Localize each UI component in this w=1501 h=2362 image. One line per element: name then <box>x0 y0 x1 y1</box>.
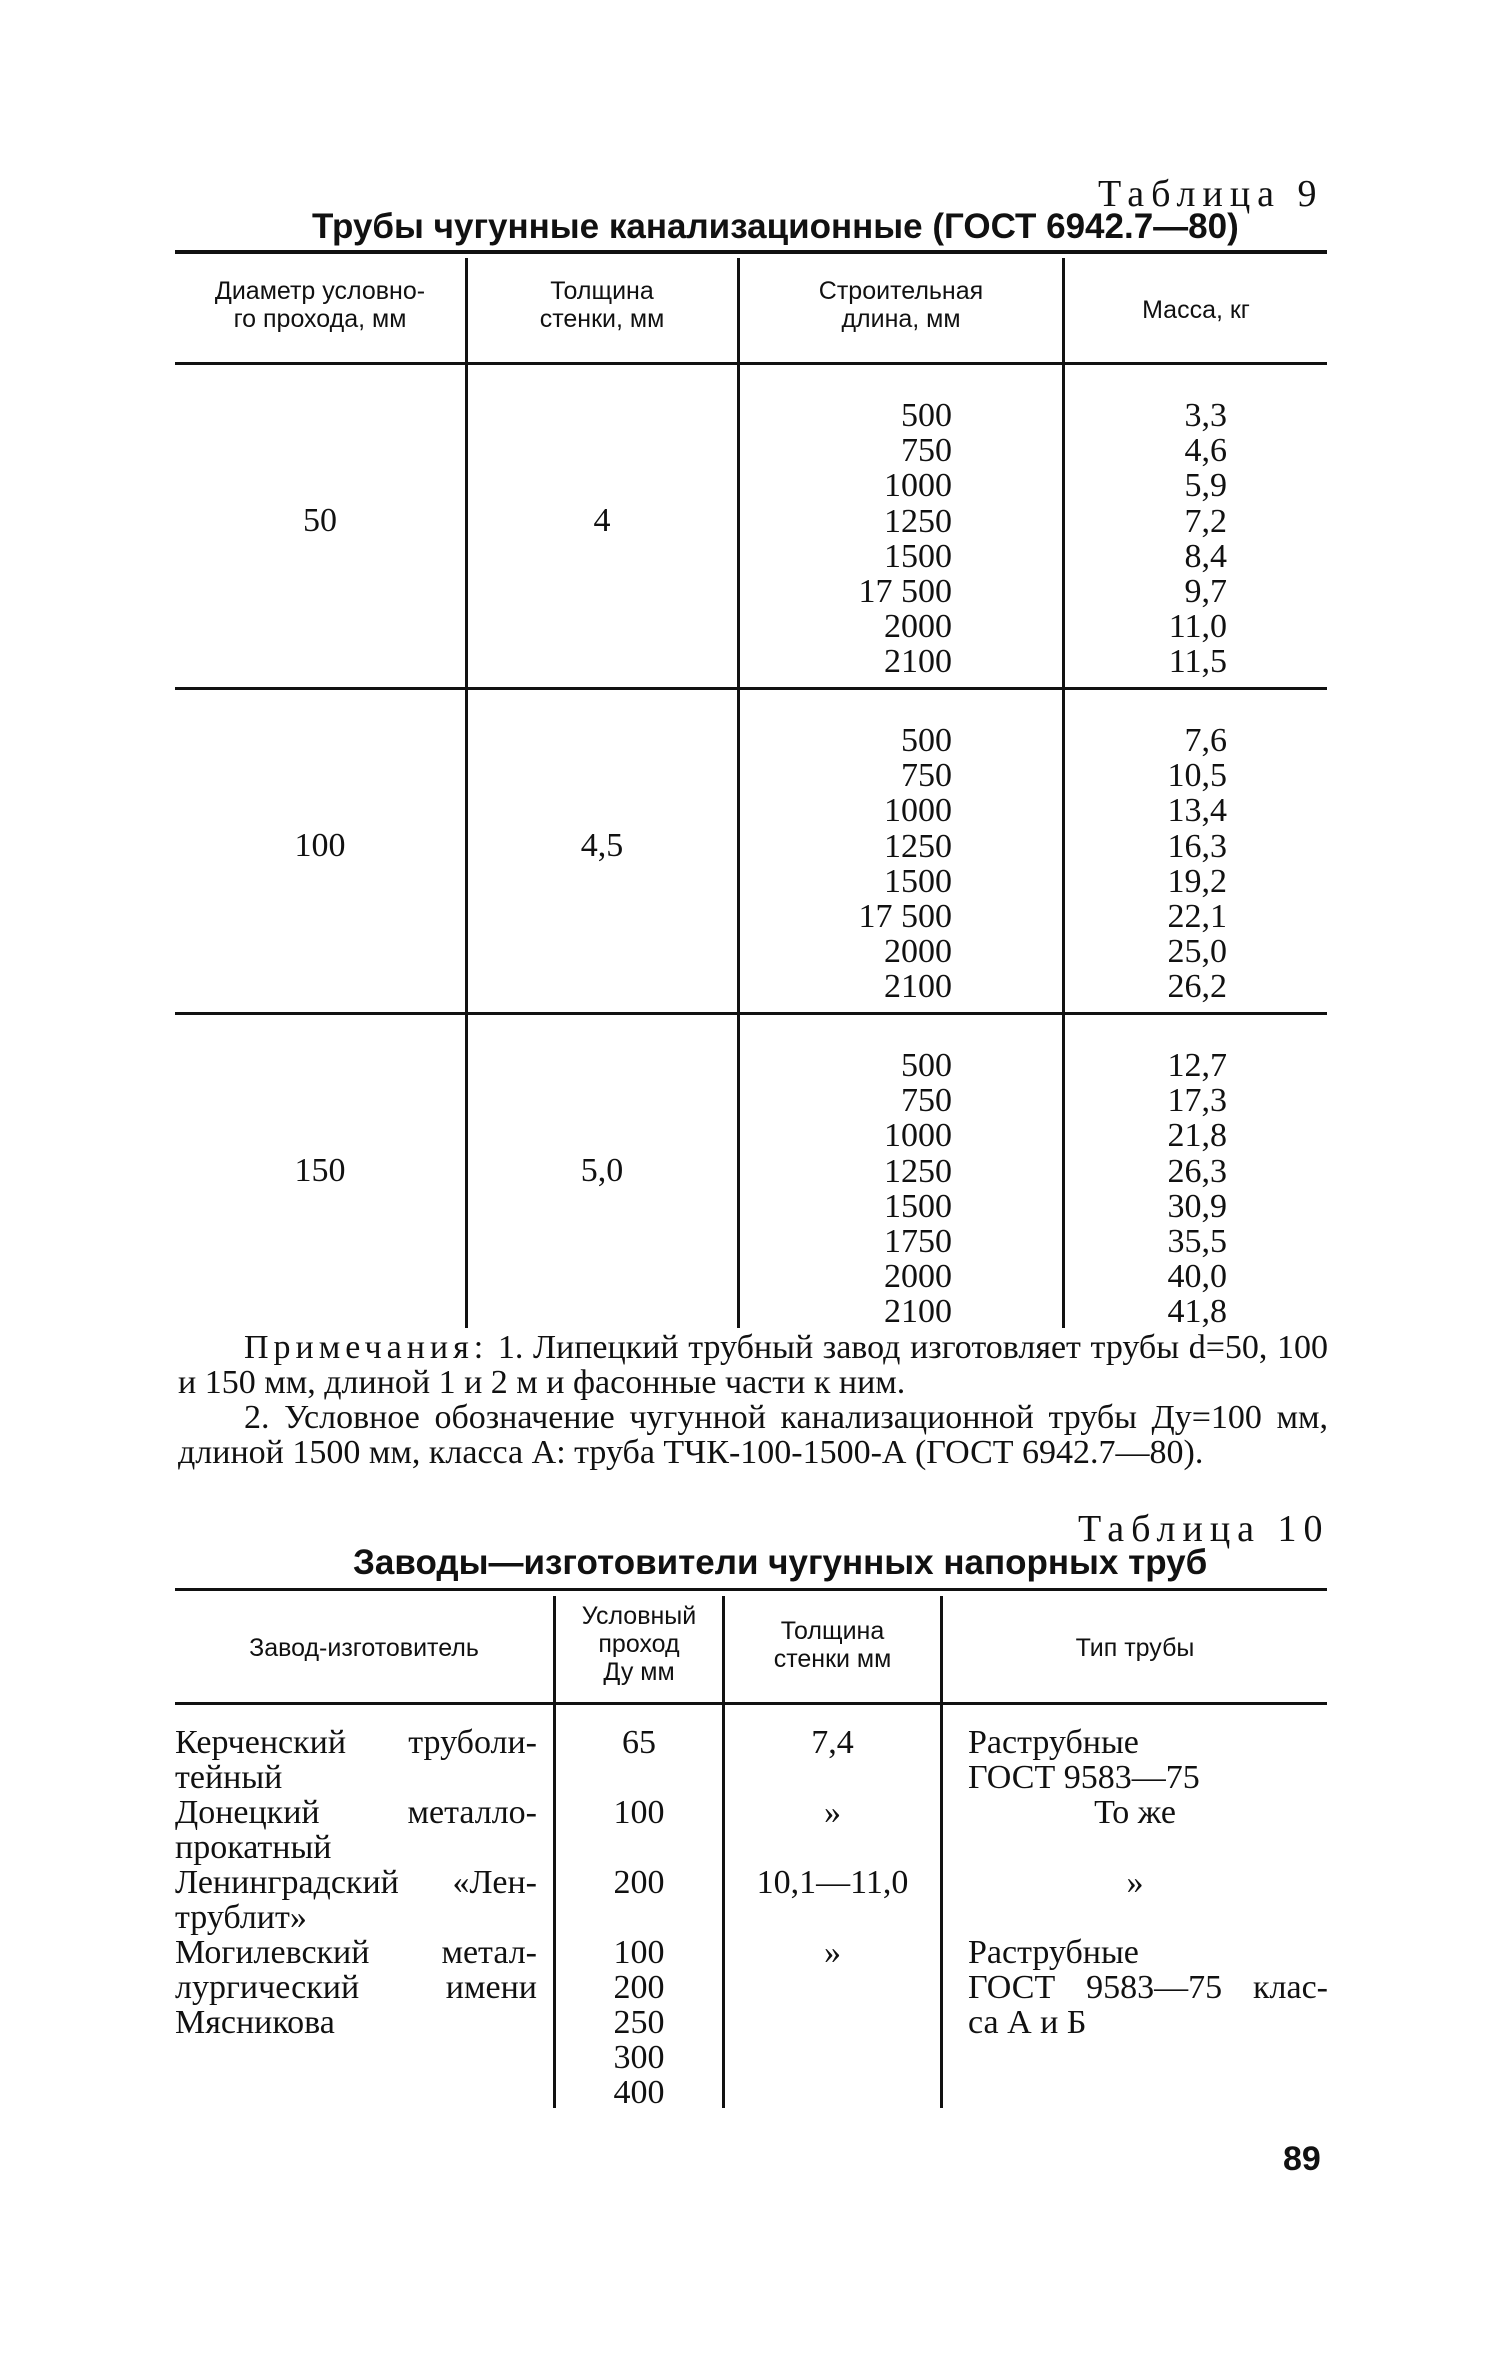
table9-diameter-50: 50 <box>303 502 337 539</box>
table9-thickness-4: 4 <box>593 502 611 539</box>
table10-title: Заводы—изготовители чугунных напорных труб <box>353 1543 1208 1582</box>
table10-row3-plant: Ленинградский «Лен- <box>175 1864 537 1901</box>
table9-group-rule-2 <box>175 1012 1327 1015</box>
table10-row4-plant-cont: Мясникова <box>175 2004 335 2041</box>
table10-row2-thickness: » <box>824 1794 841 1831</box>
table10-vline-2 <box>722 1596 725 2108</box>
notes-label: Примечания: <box>244 1329 489 1366</box>
table9-masses-50: 3,3 4,6 5,9 7,2 8,4 9,7 11,0 11,5 <box>1168 397 1227 681</box>
table10-row2-plant-cont: прокатный <box>175 1829 332 1866</box>
table10-vline-3 <box>940 1596 943 2108</box>
table9-diameter-100: 100 <box>294 827 346 864</box>
table10-row4-type: Раструбные ГОСТ 9583—75 клас- са А и Б <box>968 1934 1328 2041</box>
table10-row3-plant-cont: трублит» <box>175 1899 307 1936</box>
table9-thickness-5-0: 5,0 <box>580 1152 624 1189</box>
table9-lengths-150: 500 750 1000 1250 1500 1750 2000 2100 <box>884 1047 952 1331</box>
note-1-text: 1. Липецкий трубный завод изготовляет трубы d=50, 100 и 150 мм, длиной 1 и 2 м и фасонные части к ним. <box>178 1329 1329 1401</box>
table9-header-mass: Масса, кг <box>1142 296 1250 324</box>
note-2: 2. Условное обозначение чугунной канализационной трубы Ду=100 мм, длиной 1500 мм, класса А: труба ТЧК-100-1500-А (ГОСТ 6942.7—80). <box>178 1399 1328 1471</box>
table9-title: Трубы чугунные канализационные (ГОСТ 6942.7—80) <box>312 207 1239 246</box>
table10-row4-thickness: » <box>824 1934 841 1971</box>
table9-top-rule <box>175 250 1327 254</box>
table10-row1-plant-cont: тейный <box>175 1759 283 1796</box>
table10-header-type: Тип трубы <box>1075 1634 1195 1662</box>
table9-header-thickness: Толщина стенки, мм <box>539 277 665 333</box>
table9-thickness-4-5: 4,5 <box>580 827 624 864</box>
table9-header-rule <box>175 362 1327 365</box>
note-1 <box>178 1330 1328 1400</box>
table9-notes <box>178 1330 1328 1470</box>
table10-header-thickness: Толщина стенки мм <box>773 1617 892 1673</box>
table10-row2-plant: Донецкий металло- <box>175 1794 537 1831</box>
table10-row1-type: Раструбные ГОСТ 9583—75 <box>968 1724 1200 1796</box>
table9-lengths-50: 500 750 1000 1250 1500 17 500 2000 2100 <box>858 397 952 681</box>
table10-row1-thickness: 7,4 <box>811 1724 854 1761</box>
table9-masses-150: 12,7 17,3 21,8 26,3 30,9 35,5 40,0 41,8 <box>1167 1047 1227 1331</box>
table9-lengths-100: 500 750 1000 1250 1500 17 500 2000 2100 <box>858 722 952 1006</box>
table9-header-diameter: Диаметр условно- го прохода, мм <box>214 277 426 333</box>
table10-header-rule <box>175 1702 1327 1705</box>
table10-caption: Таблица 10 <box>1078 1508 1330 1550</box>
table9-group-rule-1 <box>175 687 1327 690</box>
table10-row4-plant: Могилевский метал- лургический имени <box>175 1934 537 2006</box>
table10-row3-thickness: 10,1—11,0 <box>756 1864 909 1901</box>
table10-row2-passage: 100 <box>613 1794 665 1831</box>
table10-row1-passage: 65 <box>622 1724 656 1761</box>
table10-header-passage: Условный проход Ду мм <box>581 1602 697 1686</box>
page-number: 89 <box>1283 2140 1321 2178</box>
table9-masses-100: 7,6 10,5 13,4 16,3 19,2 22,1 25,0 26,2 <box>1167 722 1227 1006</box>
table9-header-length: Строительная длина, мм <box>818 277 984 333</box>
table10-row3-passage: 200 <box>613 1864 665 1901</box>
table10-row2-type: То же <box>1094 1794 1176 1831</box>
table10-top-rule <box>175 1588 1327 1591</box>
table10-header-plant: Завод-изготовитель <box>249 1634 479 1662</box>
table10-row3-type: » <box>1126 1864 1144 1901</box>
table10-row1-plant: Керченский труболи- <box>175 1724 537 1761</box>
table9-diameter-150: 150 <box>294 1152 346 1189</box>
table10-row4-passage: 100 200 250 300 400 <box>613 1934 665 2111</box>
table9-caption: Таблица 9 <box>1098 173 1324 215</box>
